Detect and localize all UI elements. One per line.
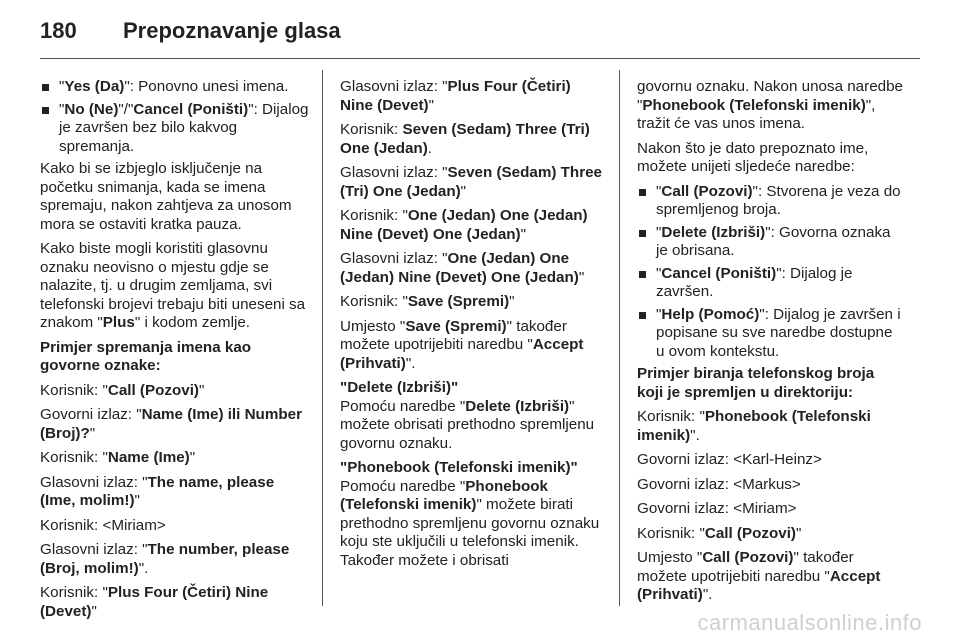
paragraph: Pomoću naredbe "Phonebook (Telefonski imenik)" možete birati prethodno spremljenu govornu oznaku koju ste uključili u telefonski imenik. Također možete i obrisati xyxy=(340,477,600,569)
dialog-line: Govorni izlaz: <Markus> xyxy=(637,475,801,493)
dialog-line: Korisnik: "Call (Pozovi)" xyxy=(637,524,802,542)
dialog-line: Glasovni izlaz: "The number, please (Broj, molim!)". xyxy=(40,541,290,577)
dialog-line: Govorni izlaz: "Name (Ime) ili Number (Broj)?" xyxy=(40,406,302,442)
column-divider xyxy=(322,70,323,606)
column-divider xyxy=(619,70,620,606)
page-number: 180 xyxy=(40,18,77,43)
column-1 xyxy=(40,78,312,627)
dialog-line: Glasovni izlaz: "The name, please (Ime, molim!)" xyxy=(40,473,275,509)
column-2 xyxy=(340,78,602,576)
dialog-line: Korisnik: "One (Jedan) One (Jedan) Nine (Devet) One (Jedan)" xyxy=(340,207,588,243)
dialog-line: Korisnik: <Miriam> xyxy=(40,516,166,534)
watermark: carmanualsonline.info xyxy=(697,610,922,635)
paragraph: Umjesto "Call (Pozovi)" također možete upotrijebiti naredbu "Accept (Prihvati)". xyxy=(637,549,881,603)
dialog-line: Korisnik: "Call (Pozovi)" xyxy=(40,381,205,399)
dialog-line: Glasovni izlaz: "One (Jedan) One (Jedan) Nine (Devet) One (Jedan)" xyxy=(340,250,585,286)
column-3 xyxy=(637,78,903,611)
paragraph: Nakon što je dato prepoznato ime, možete unijeti sljedeće naredbe: xyxy=(637,139,869,175)
paragraph: govornu oznaku. Nakon unosa naredbe "Phonebook (Telefonski imenik)", tražit će vas unos imena. xyxy=(637,78,903,132)
dialog-line: Govorni izlaz: <Miriam> xyxy=(637,500,797,517)
paragraph: Pomoću naredbe "Delete (Izbriši)" možete obrisati prethodno spremljenu govornu oznaku. xyxy=(340,397,595,452)
dialog-line: Korisnik: "Save (Spremi)" xyxy=(340,293,515,310)
paragraph: Kako bi se izbjeglo isključenje na početku snimanja, kada se imena spremaju, nakon zahtjeva za unosom mora se ostaviti kratka pauza. xyxy=(40,160,292,233)
dialog-line: Glasovni izlaz: "Plus Four (Četiri) Nine (Devet)" xyxy=(340,78,571,114)
bullet-item: "Delete (Izbriši)": Govorna oznaka je obrisana. xyxy=(637,224,903,261)
dialog-line: Korisnik: Seven (Sedam) Three (Tri) One (Jedan). xyxy=(340,121,590,157)
paragraph: Umjesto "Save (Spremi)" također možete upotrijebiti naredbu "Accept (Prihvati)". xyxy=(340,317,584,372)
dialog-line: Korisnik: "Name (Ime)" xyxy=(40,449,196,466)
dialog-line: Korisnik: "Plus Four (Četiri) Nine (Devet)" xyxy=(40,584,269,620)
page-title: Prepoznavanje glasa xyxy=(123,18,341,43)
bullet-item: "Yes (Da)": Ponovno unesi imena. xyxy=(40,78,312,97)
dialog-line: Korisnik: "Phonebook (Telefonski imenik)". xyxy=(637,408,871,444)
header-rule xyxy=(40,58,920,59)
bullet-item: "No (Ne)"/"Cancel (Poništi)": Dijalog je završen bez bilo kakvog spremanja. xyxy=(40,101,312,157)
bullet-item: "Help (Pomoć)": Dijalog je završen i popisane su sve naredbe dostupne u ovom kontekstu. xyxy=(637,306,903,362)
section-heading: Primjer spremanja imena kao govorne oznake: xyxy=(40,338,252,374)
bullet-item: "Cancel (Poništi)": Dijalog je završen. xyxy=(637,265,903,302)
paragraph: Kako biste mogli koristiti glasovnu oznaku neovisno o mjestu gdje se nalazite, tj. u drugim zemljama, svi telefonski brojevi trebaju biti uneseni sa znakom "Plus" i kodom zemlje. xyxy=(40,240,306,331)
dialog-line: Govorni izlaz: <Karl-Heinz> xyxy=(637,451,822,468)
section-heading: Primjer biranja telefonskog broja koji je spremljen u direktoriju: xyxy=(637,365,875,401)
section-heading: "Delete (Izbriši)" xyxy=(340,379,459,396)
bullet-item: "Call (Pozovi)": Stvorena je veza do spremljenog broja. xyxy=(637,183,903,220)
dialog-line: Glasovni izlaz: "Seven (Sedam) Three (Tri) One (Jedan)" xyxy=(340,164,602,200)
section-heading: "Phonebook (Telefonski imenik)" xyxy=(340,459,578,476)
